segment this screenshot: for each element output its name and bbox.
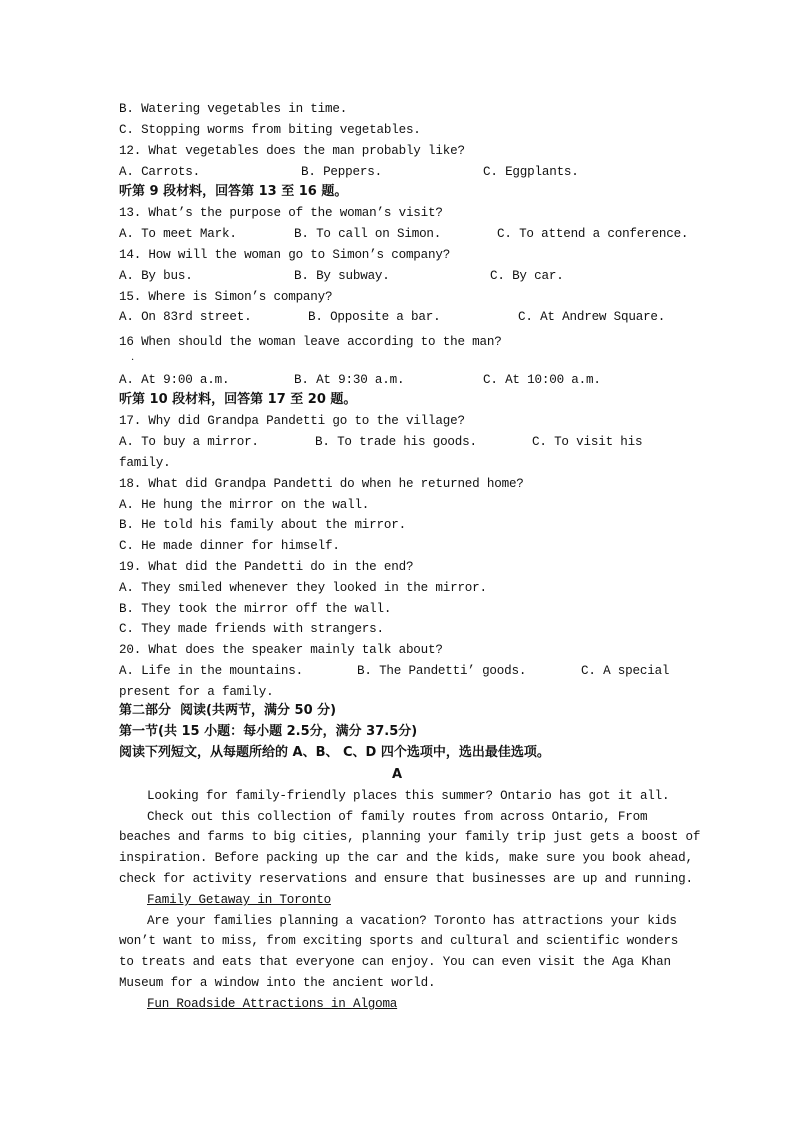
section10-heading: 听第 10 段材料，回答第 17 至 20 题。 [119,392,357,407]
q16-option-b: B. At 9:30 a.m. [294,373,405,387]
passage-paragraph-2-line: Check out this collection of family routes from across Ontario, From [147,810,648,824]
q19-option-c: C. They made friends with strangers. [119,622,384,636]
q15-question: 15. Where is Simon’s company? [119,290,333,304]
q11-option-b: B. Watering vegetables in time. [119,102,348,116]
q18-option-a: A. He hung the mirror on the wall. [119,498,370,512]
q20-option-c-continued: present for a family. [119,685,274,699]
q14-option-a: A. By bus. [119,269,193,283]
q13-question: 13. What’s the purpose of the woman’s visit? [119,206,443,220]
q20-question: 20. What does the speaker mainly talk about? [119,643,443,657]
q12-question: 12. What vegetables does the man probably like? [119,144,465,158]
subheading-toronto: Family Getaway in Toronto [147,893,331,907]
passage-paragraph-2-line: beaches and farms to big cities, planning your family trip just gets a boost of [119,830,701,844]
passage-paragraph-3-line: won’t want to miss, from exciting sports and cultural and scientific wonders [119,934,679,948]
q17-option-a: A. To buy a mirror. [119,435,259,449]
q15-option-c: C. At Andrew Square. [518,310,666,324]
q16-option-a: A. At 9:00 a.m. [119,373,230,387]
q20-option-c: C. A special [581,664,670,678]
section9-heading: 听第 9 段材料，回答第 13 至 16 题。 [119,184,348,199]
q12-option-a: A. Carrots. [119,165,200,179]
passage-paragraph-2-line: inspiration. Before packing up the car and the kids, make sure you book ahead, [119,851,693,865]
stray-dot: · [131,355,135,366]
subheading-algoma: Fun Roadside Attractions in Algoma [147,997,398,1011]
q11-option-c: C. Stopping worms from biting vegetables. [119,123,421,137]
q19-option-a: A. They smiled whenever they looked in the mirror. [119,581,487,595]
q16-option-c: C. At 10:00 a.m. [483,373,601,387]
q17-option-b: B. To trade his goods. [315,435,477,449]
q20-option-b: B. The Pandetti’ goods. [357,664,527,678]
q13-option-b: B. To call on Simon. [294,227,442,241]
q18-option-b: B. He told his family about the mirror. [119,518,406,532]
q17-question: 17. Why did Grandpa Pandetti go to the village? [119,414,465,428]
q12-option-c: C. Eggplants. [483,165,579,179]
passage-paragraph-3-line: to treats and eats that everyone can enjoy. You can even visit the Aga Khan [119,955,671,969]
q13-option-a: A. To meet Mark. [119,227,237,241]
passage-paragraph-1: Looking for family-friendly places this summer? Ontario has got it all. [147,789,670,803]
passage-paragraph-3-line: Are your families planning a vacation? Toronto has attractions your kids [147,914,677,928]
passage-label: A [391,767,403,782]
reading-instruction: 阅读下列短文，从每题所给的 A、B、 C、D 四个选项中，选出最佳选项。 [119,745,550,760]
passage-paragraph-3-line: Museum for a window into the ancient world. [119,976,436,990]
q20-option-a: A. Life in the mountains. [119,664,303,678]
q12-option-b: B. Peppers. [301,165,382,179]
section1-heading: 第一节(共 15 小题：每小题 2.5分，满分 37.5分) [119,724,418,739]
q19-option-b: B. They took the mirror off the wall. [119,602,392,616]
passage-paragraph-2-line: check for activity reservations and ensure that businesses are up and running. [119,872,693,886]
q17-option-c: C. To visit his [532,435,643,449]
part2-heading: 第二部分 阅读(共两节，满分 50 分) [119,703,337,718]
q19-question: 19. What did the Pandetti do in the end? [119,560,414,574]
q17-option-c-continued: family. [119,456,171,470]
q15-option-a: A. On 83rd street. [119,310,252,324]
q13-option-c: C. To attend a conference. [497,227,689,241]
q14-question: 14. How will the woman go to Simon’s company? [119,248,451,262]
q14-option-c: C. By car. [490,269,564,283]
q18-option-c: C. He made dinner for himself. [119,539,340,553]
q16-question: 16 When should the woman leave according to the man? [119,335,502,349]
q15-option-b: B. Opposite a bar. [308,310,441,324]
q18-question: 18. What did Grandpa Pandetti do when he returned home? [119,477,524,491]
q14-option-b: B. By subway. [294,269,390,283]
